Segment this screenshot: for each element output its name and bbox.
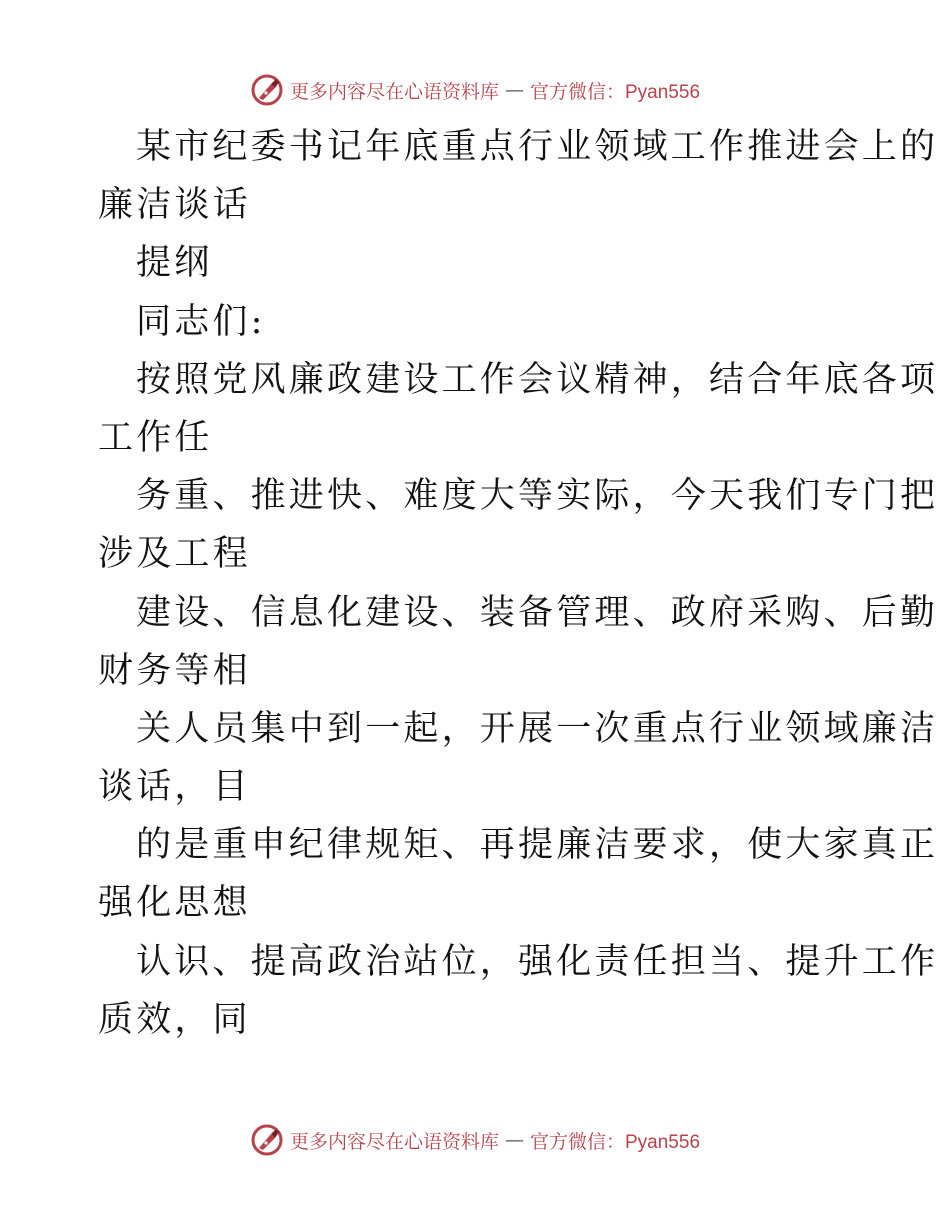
document-body [98, 118, 939, 1049]
document-line: 廉洁谈话 [98, 185, 251, 226]
banner-site-name: 更多内容尽在心语资料库 [289, 1130, 499, 1153]
document-line: 按照党风廉政建设工作会议精神，结合年底各项 [136, 359, 939, 400]
document-line: 某市纪委书记年底重点行业领域工作推进会上的 [136, 127, 939, 167]
document-line: 同志们: [136, 301, 266, 342]
banner-contact: 官方微信：Pyan556 [530, 1131, 701, 1153]
document-line: 涉及工程 [98, 534, 251, 575]
pen-nib-logo-icon [250, 73, 284, 107]
document-line: 的是重申纪律规矩、再提廉洁要求，使大家真正 [136, 825, 939, 866]
document-line: 提纲 [136, 243, 213, 284]
header-watermark-banner [0, 70, 950, 110]
banner-contact: 官方微信：Pyan556 [530, 81, 701, 103]
banner-site-name: 更多内容尽在心语资料库 [289, 80, 499, 103]
pen-nib-logo-icon [250, 1123, 284, 1157]
document-line: 强化思想 [98, 883, 251, 924]
document-line: 谈话，目 [98, 767, 251, 808]
document-line: 务重、推进快、难度大等实际，今天我们专门把 [136, 476, 939, 517]
footer-watermark-banner [0, 1120, 950, 1160]
document-line: 建设、信息化建设、装备管理、政府采购、后勤 [136, 592, 939, 633]
document-line: 关人员集中到一起，开展一次重点行业领域廉洁 [136, 708, 939, 749]
document-line: 质效，同 [98, 999, 251, 1040]
document-line: 工作任 [98, 417, 213, 458]
banner-separator: — [505, 79, 524, 101]
banner-separator: — [505, 1129, 524, 1151]
document-line: 认识、提高政治站位，强化责任担当、提升工作 [136, 941, 939, 982]
document-line: 财务等相 [98, 650, 251, 691]
